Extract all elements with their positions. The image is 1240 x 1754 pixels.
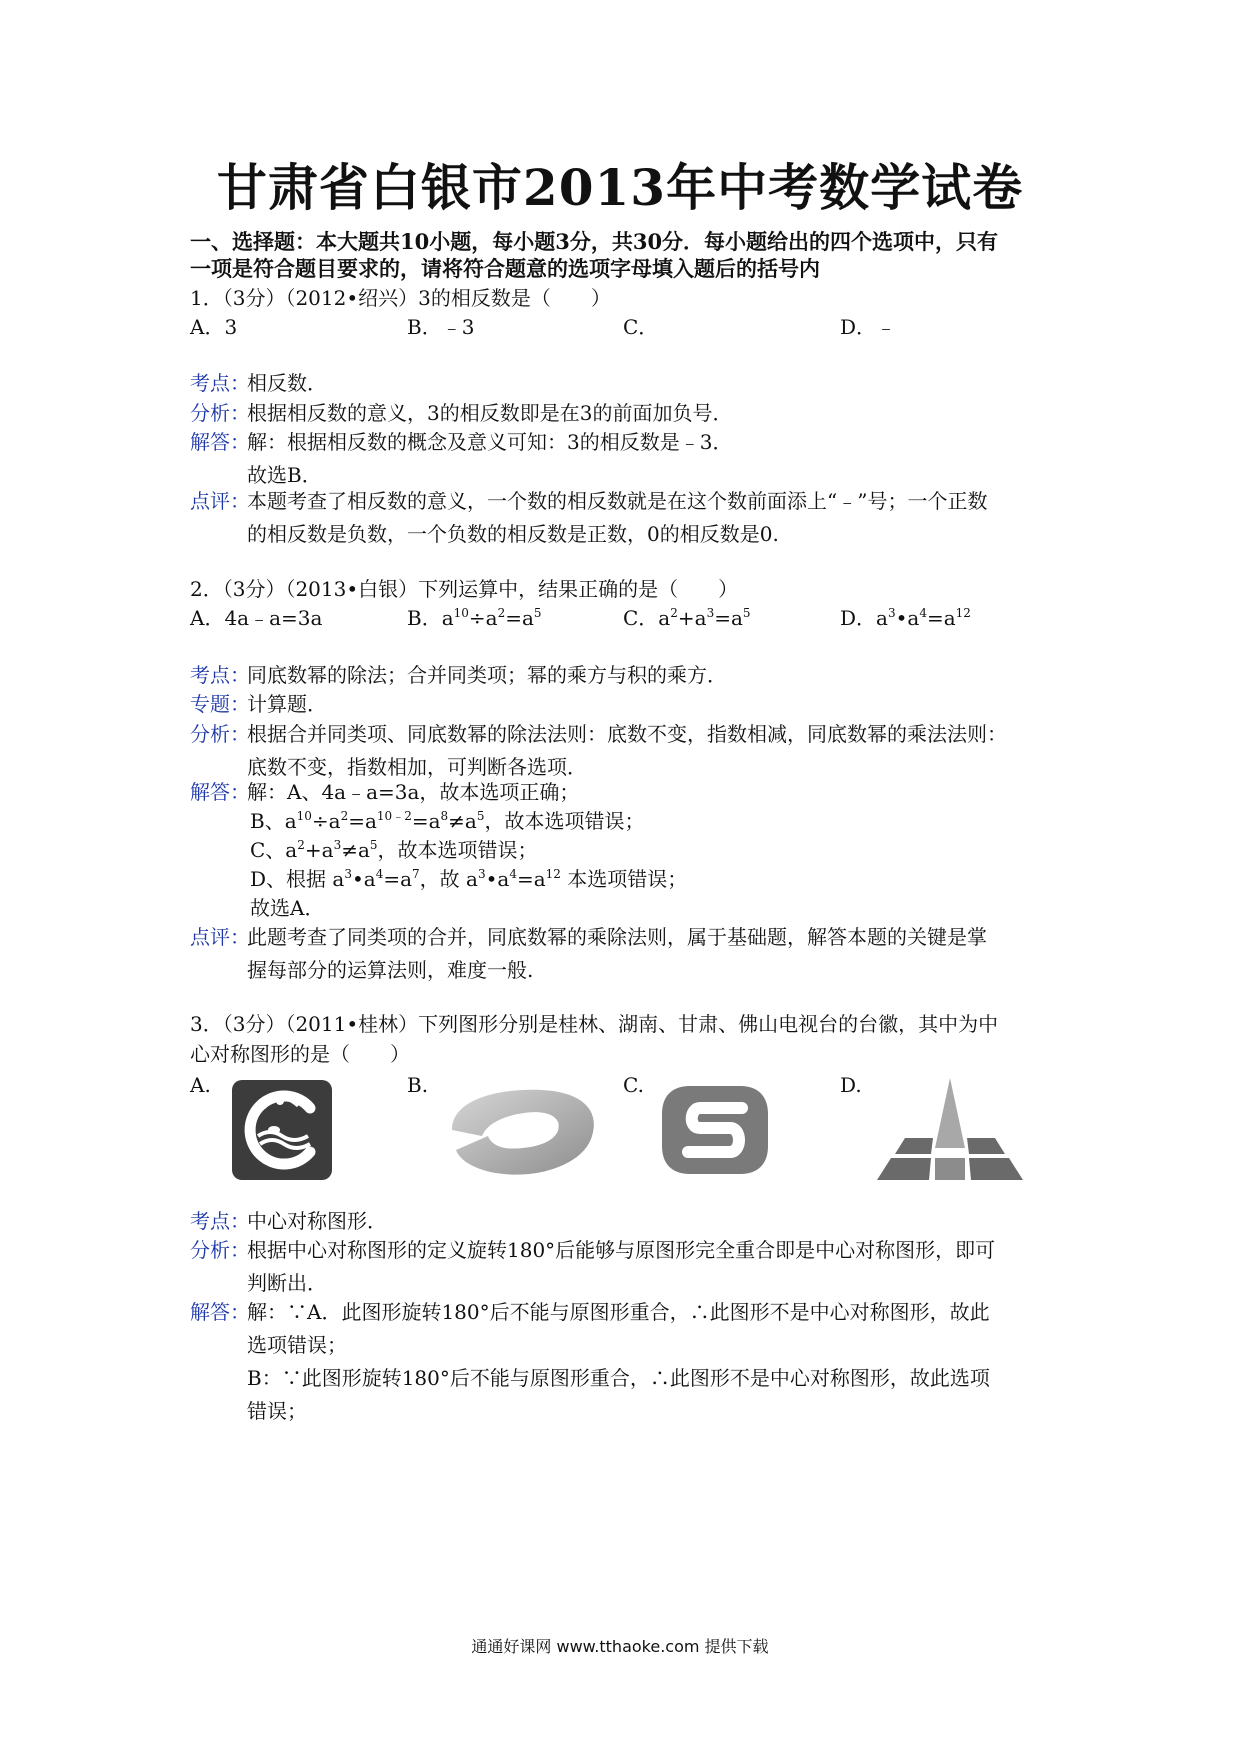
gansu-tv-logo-figure (660, 1084, 770, 1176)
fenxi-line-2: 判断出． (247, 1271, 327, 1295)
dianping-line-2: 的相反数是负数，一个负数的相反数是正数，0的相反数是0. (247, 522, 779, 546)
kaodian-text: 相反数． (247, 371, 327, 395)
fenxi-text: 根据相反数的意义，3的相反数即是在3的前面加负号． (247, 401, 733, 425)
jieda-line-last: 故选A． (250, 896, 325, 920)
jieda-line-2: 故选B． (247, 463, 322, 487)
dianping-label: 点评： (190, 925, 250, 949)
dianping-line-1: 此题考查了同类项的合并，同底数幂的乘除法则，属于基础题，解答本题的关键是掌 (247, 925, 987, 949)
jieda-line-d: D、根据 $a^3•a^4=a^7$，故 $a^3•a^4=a^{12}$ 本选项错误； (250, 867, 688, 891)
jieda-line-c: C、$a^2+a^3\ne a^5$，故本选项错误； (250, 838, 538, 862)
jieda-line-1: 解：A、4a﹣a=3a，故本选项正确； (247, 780, 580, 804)
zhuanti-label: 专题： (190, 692, 250, 716)
fenxi-label: 分析： (190, 401, 250, 425)
jieda-line-3: B：∵此图形旋转180°后不能与原图形重合，∴此图形不是中心对称图形，故此选项 (247, 1366, 990, 1390)
jieda-line-1: 解：∵A．此图形旋转180°后不能与原图形重合，∴此图形不是中心对称图形，故此 (247, 1300, 990, 1324)
fenxi-line-1: 根据中心对称图形的定义旋转180°后能够与原图形完全重合即是中心对称图形，即可 (247, 1238, 996, 1262)
hunan-tv-logo-figure (442, 1080, 602, 1180)
jieda-label: 解答： (190, 430, 250, 454)
option-a: A．3 (190, 315, 238, 339)
question-2-options (190, 602, 1070, 635)
dianping-label: 点评： (190, 489, 250, 513)
jieda-label: 解答： (190, 780, 250, 804)
question-3-stem-line-2: 心对称图形的是（ ） (190, 1042, 410, 1066)
option-b: B．﹣3 (407, 315, 475, 339)
kaodian-text: 中心对称图形． (247, 1209, 387, 1233)
question-3-stem-line-1: 3．（3分）（2011•桂林）下列图形分别是桂林、湖南、甘肃、佛山电视台的台徽，其中为中 (190, 1012, 999, 1036)
option-c: C．$a^2+a^3=a^5$ (623, 606, 751, 630)
kaodian-label: 考点： (190, 1209, 250, 1233)
figure-c-label: C. (623, 1073, 644, 1097)
page-title: 甘肃省白银市2013年中考数学试卷 (216, 158, 1024, 217)
dianping-line-2: 握每部分的运算法则，难度一般. (247, 958, 534, 982)
section-heading-line-2: 一项是符合题目要求的，请将符合题意的选项字母填入题后的括号内 (190, 256, 820, 281)
jieda-label: 解答： (190, 1300, 250, 1324)
kaodian-label: 考点： (190, 663, 250, 687)
zhuanti-text: 计算题． (247, 692, 327, 716)
question-1-options (190, 311, 1070, 344)
option-b: B．$a^{10}\div a^2=a^5$ (407, 606, 542, 630)
figure-d-label: D. (840, 1073, 862, 1097)
kaodian-label: 考点： (190, 371, 250, 395)
question-1-stem: 1．（3分）（2012•绍兴）3的相反数是（ ） (190, 286, 611, 310)
option-a: A．4a﹣a=3a (190, 606, 323, 630)
fenxi-line-2: 底数不变，指数相加，可判断各选项． (247, 755, 587, 779)
fenxi-line-1: 根据合并同类项、同底数幂的除法法则：底数不变，指数相减，同底数幂的乘法法则： (247, 722, 1007, 746)
footer-credit: 通通好课网 www.tthaoke.com 提供下载 (471, 1637, 769, 1656)
jieda-line-b: B、$a^{10}\div a^2=a^{10﹣2}=a^8\ne a^5$，故本选项错误； (250, 809, 645, 833)
guilin-tv-logo-figure (230, 1078, 334, 1182)
dianping-line-1: 本题考查了相反数的意义，一个数的相反数就是在这个数前面添上“﹣”号；一个正数 (247, 489, 988, 513)
figure-a-label: A. (190, 1073, 211, 1097)
kaodian-text: 同底数幂的除法；合并同类项；幂的乘方与积的乘方． (247, 663, 727, 687)
fenxi-label: 分析： (190, 1238, 250, 1262)
question-2-stem: 2．（3分）（2013•白银）下列运算中，结果正确的是（ ） (190, 577, 739, 601)
option-c: C． (623, 315, 659, 339)
option-d: D．$a^3•a^4=a^{12}$ (840, 606, 971, 630)
fenxi-label: 分析： (190, 722, 250, 746)
foshan-tv-logo-figure (875, 1076, 1025, 1182)
jieda-line-1: 解：根据相反数的概念及意义可知：3的相反数是﹣3． (247, 430, 733, 454)
option-d: D．﹣ (840, 315, 897, 339)
section-heading-line-1: 一、选择题：本大题共10小题，每小题3分，共30分．每小题给出的四个选项中，只有 (190, 229, 999, 254)
jieda-line-4: 错误； (247, 1399, 307, 1423)
jieda-line-2: 选项错误； (247, 1333, 347, 1357)
figure-b-label: B. (407, 1073, 429, 1097)
